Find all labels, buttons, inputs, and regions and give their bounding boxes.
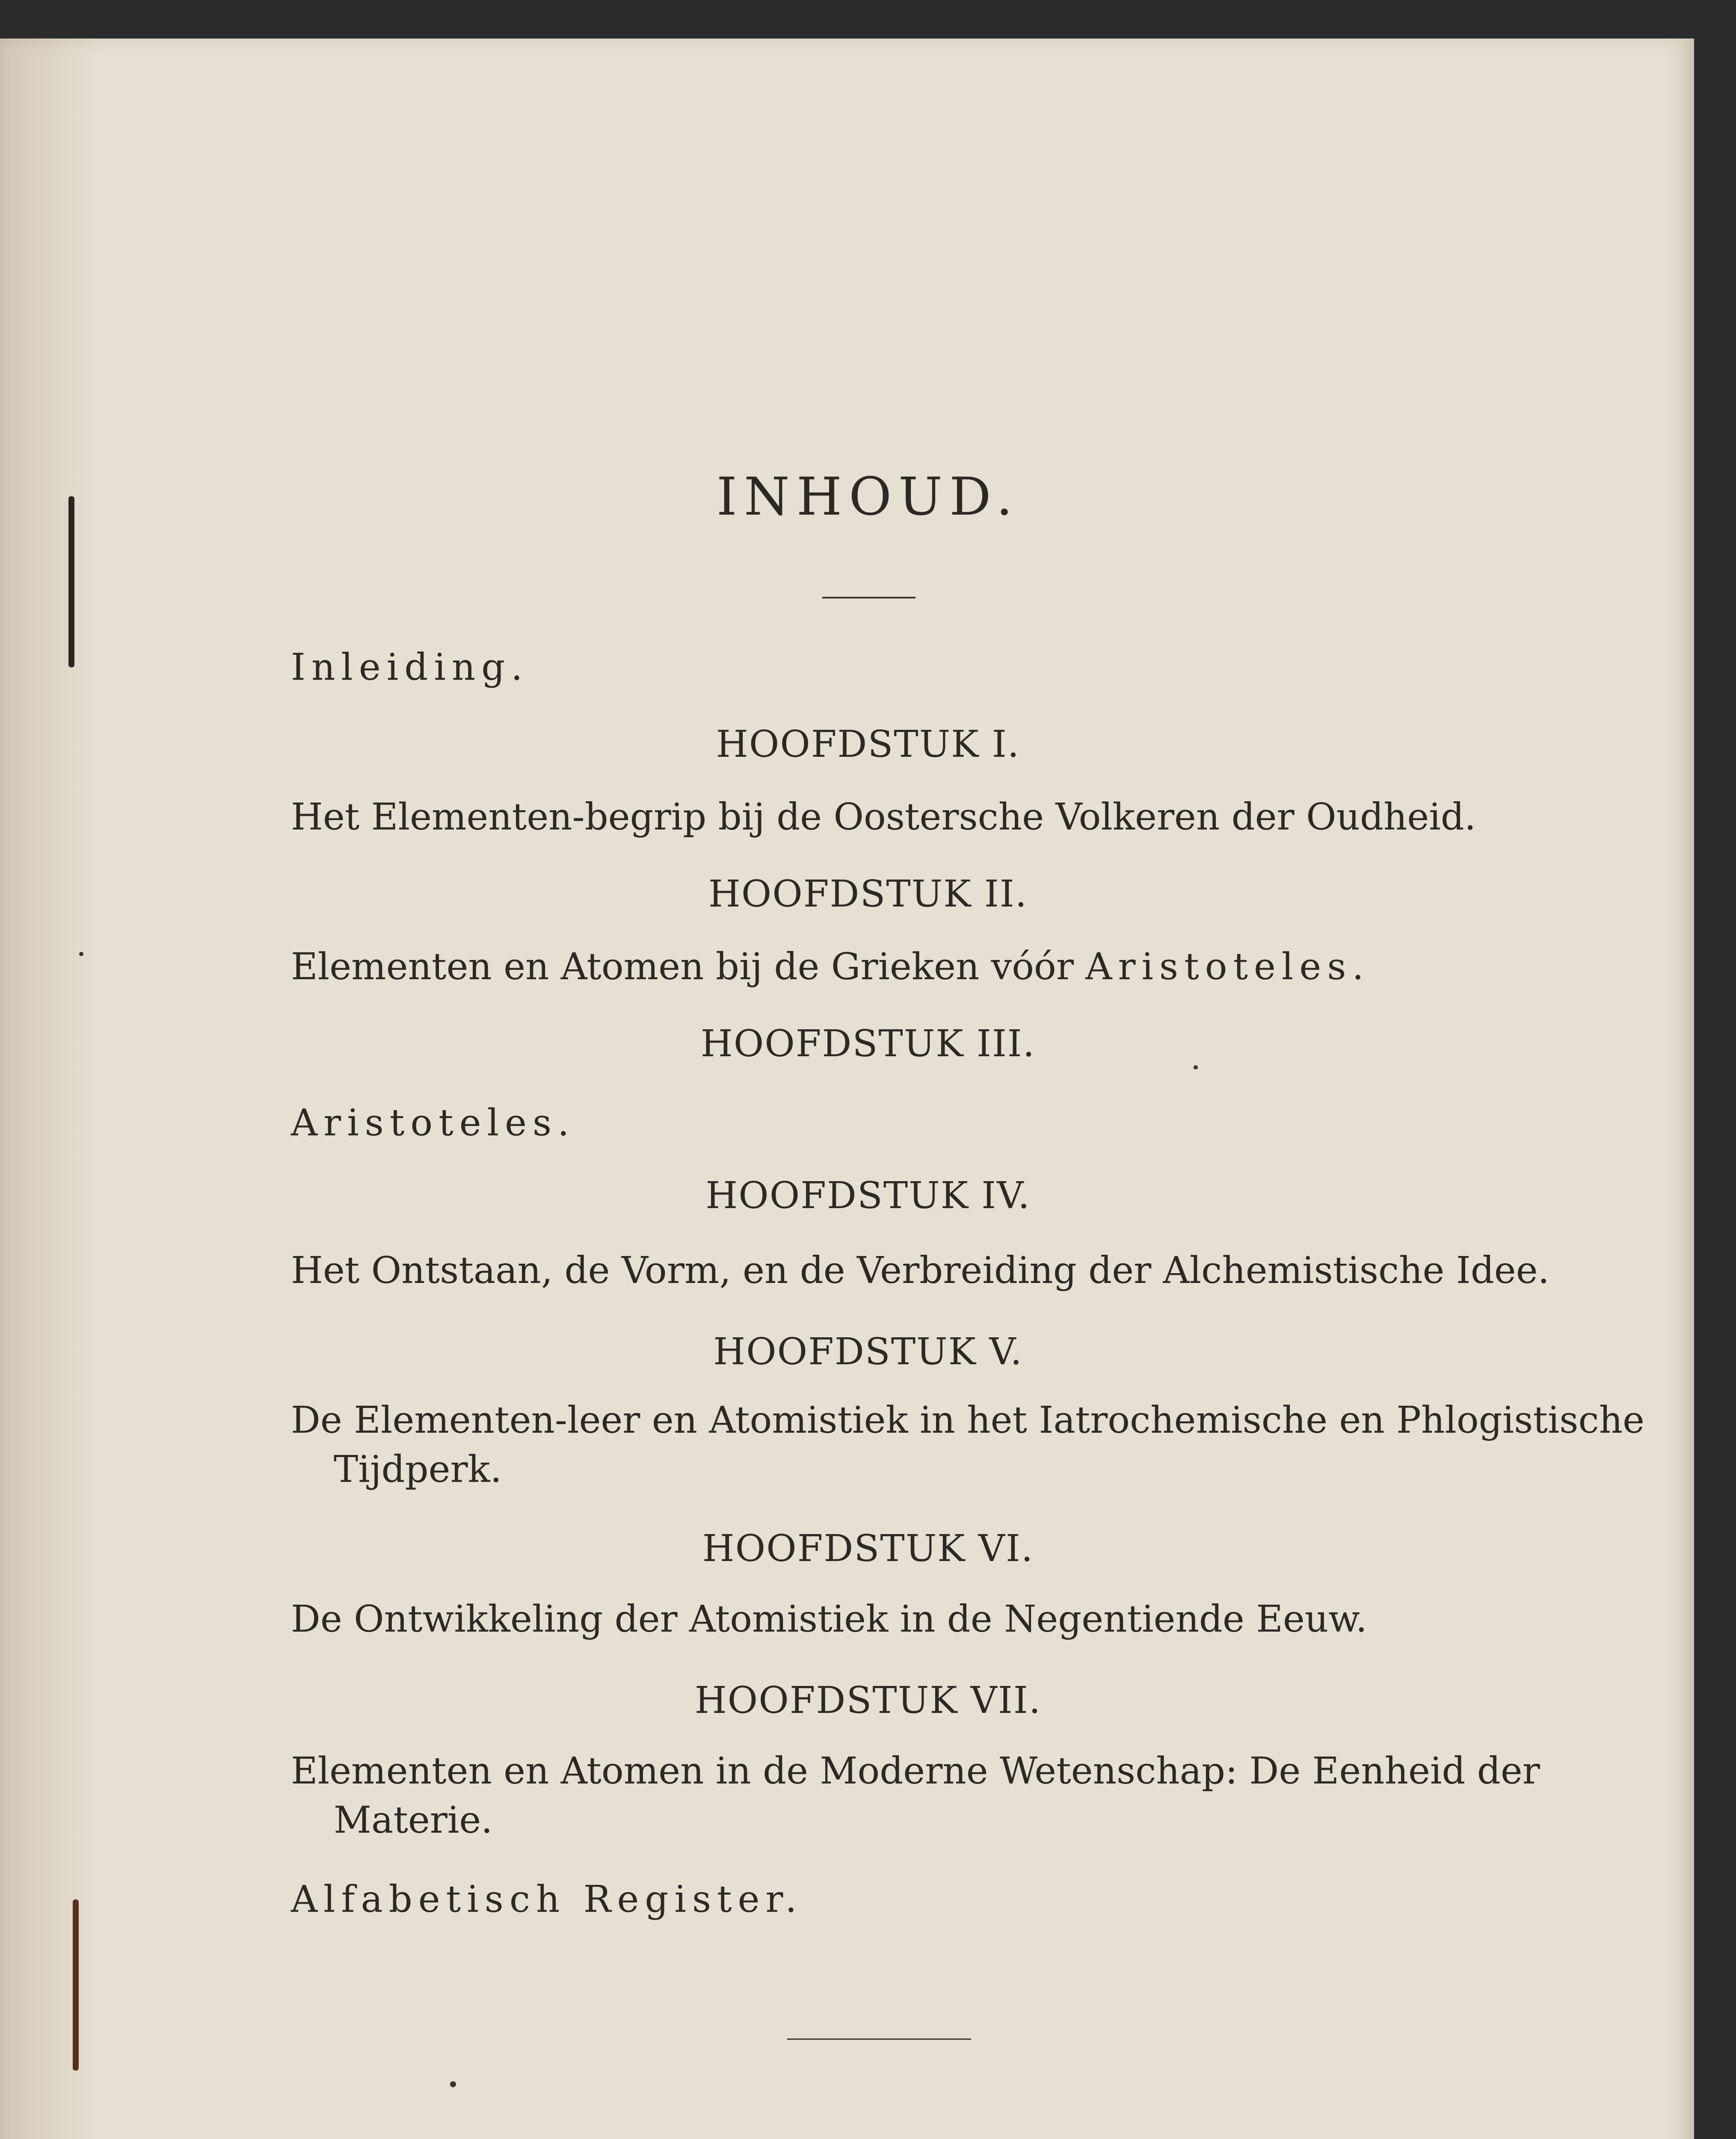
- chapter-heading: HOOFDSTUK V.: [713, 1330, 1023, 1373]
- chapter-heading: HOOFDSTUK IV.: [705, 1174, 1031, 1217]
- closing-rule: [787, 2038, 971, 2040]
- chapter-title: [291, 945, 1370, 988]
- speck: [450, 2081, 456, 2087]
- gutter-shadow: [0, 39, 98, 2139]
- chapter-title: De Ontwikkeling der Atomistiek in de Negentiende Eeuw.: [291, 1598, 1368, 1641]
- register-entry: Alfabetisch Register.: [291, 1878, 803, 1921]
- title-rule: [822, 597, 915, 598]
- intro-entry: Inleiding.: [291, 646, 529, 689]
- chapter-title-continuation: Materie.: [334, 1799, 493, 1842]
- chapter-heading: HOOFDSTUK III.: [700, 1022, 1036, 1065]
- chapter-title: Aristoteles.: [291, 1102, 575, 1144]
- book-page: [0, 39, 1694, 2139]
- chapter-title-part: Elementen en Atomen bij de Grieken vóór: [291, 945, 1074, 988]
- chapter-title: De Elementen-leer en Atomistiek in het Iatrochemische en Phlogistische: [291, 1399, 1644, 1442]
- chapter-title-part-spaced: Aristoteles.: [1085, 945, 1370, 988]
- chapter-heading: HOOFDSTUK VI.: [702, 1527, 1034, 1570]
- chapter-title-continuation: Tijdperk.: [334, 1448, 502, 1491]
- staple-bottom: [73, 1899, 79, 2071]
- chapter-heading: HOOFDSTUK II.: [708, 873, 1028, 915]
- speck: [1194, 1065, 1198, 1070]
- chapter-title: Het Elementen-begrip bij de Oostersche Volkeren der Oudheid.: [291, 796, 1476, 838]
- chapter-heading: HOOFDSTUK VII.: [694, 1679, 1042, 1722]
- chapter-title: Elementen en Atomen in de Moderne Wetenschap: De Eenheid der: [291, 1750, 1540, 1792]
- chapter-heading: HOOFDSTUK I.: [716, 723, 1020, 766]
- speck: [79, 952, 83, 956]
- page-title: INHOUD.: [716, 466, 1020, 527]
- chapter-title: Het Ontstaan, de Vorm, en de Verbreiding der Alchemistische Idee.: [291, 1249, 1549, 1292]
